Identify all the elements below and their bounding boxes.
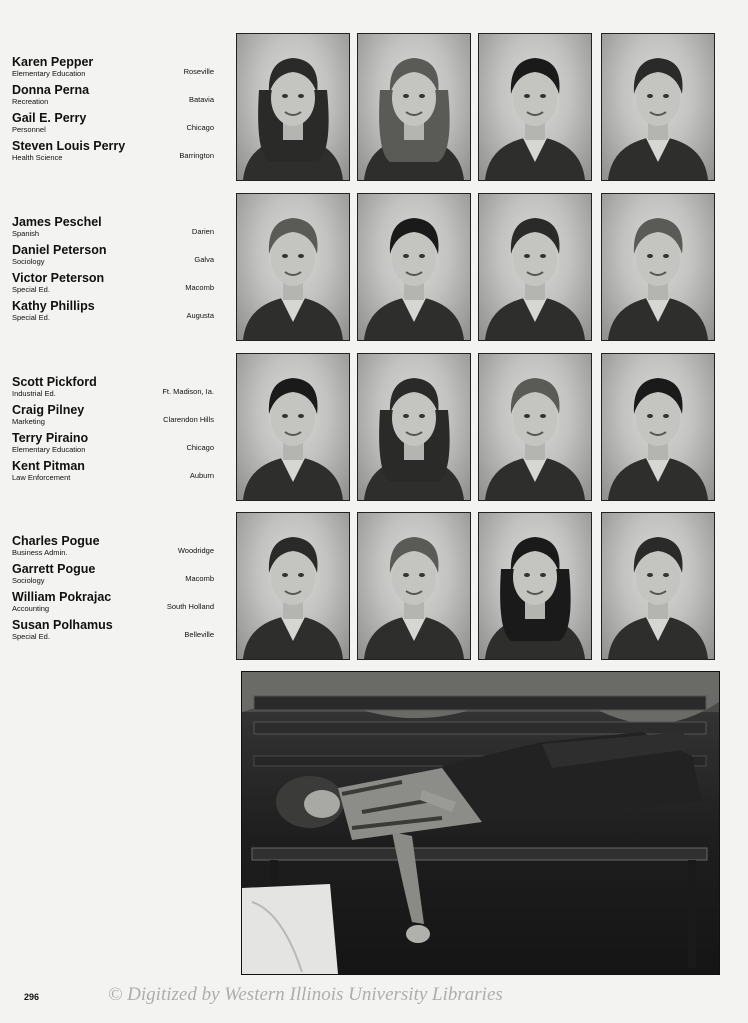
senior-entry bbox=[12, 111, 214, 136]
senior-entry bbox=[12, 215, 214, 240]
senior-major: Elementary Education bbox=[12, 69, 86, 78]
senior-portrait bbox=[236, 33, 350, 181]
senior-name: Susan Polhamus bbox=[12, 618, 113, 632]
senior-portrait bbox=[357, 33, 471, 181]
senior-name: James Peschel bbox=[12, 215, 102, 229]
senior-major: Sociology bbox=[12, 576, 45, 585]
page-number: 296 bbox=[24, 992, 40, 1002]
senior-portrait bbox=[236, 193, 350, 341]
senior-hometown: Macomb bbox=[185, 283, 214, 292]
senior-name: Kathy Phillips bbox=[12, 299, 95, 313]
senior-entry bbox=[12, 55, 214, 80]
senior-name: Daniel Peterson bbox=[12, 243, 107, 257]
senior-major: Special Ed. bbox=[12, 285, 50, 294]
senior-hometown: Augusta bbox=[186, 311, 214, 320]
senior-hometown: Belleville bbox=[184, 630, 214, 639]
senior-major: Special Ed. bbox=[12, 313, 50, 322]
senior-hometown: Ft. Madison, Ia. bbox=[162, 387, 214, 396]
senior-portrait bbox=[478, 33, 592, 181]
senior-entry bbox=[12, 403, 214, 428]
senior-hometown: Roseville bbox=[183, 67, 214, 76]
senior-name: Steven Louis Perry bbox=[12, 139, 126, 153]
senior-portrait bbox=[478, 193, 592, 341]
candid-photo-graphic bbox=[242, 672, 719, 974]
senior-entry bbox=[12, 139, 214, 164]
senior-hometown: South Holland bbox=[166, 602, 214, 611]
senior-entry bbox=[12, 431, 214, 456]
senior-hometown: Clarendon Hills bbox=[163, 415, 214, 424]
senior-hometown: Barrington bbox=[179, 151, 214, 160]
senior-entry bbox=[12, 271, 214, 296]
senior-major: Elementary Education bbox=[12, 445, 86, 454]
senior-hometown: Batavia bbox=[188, 95, 214, 104]
senior-major: Health Science bbox=[12, 153, 63, 162]
senior-portrait bbox=[357, 193, 471, 341]
senior-entry bbox=[12, 375, 214, 400]
senior-portrait bbox=[357, 512, 471, 660]
senior-portrait bbox=[236, 512, 350, 660]
senior-entry bbox=[12, 618, 214, 643]
senior-major: Recreation bbox=[12, 97, 49, 106]
senior-major: Sociology bbox=[12, 257, 45, 266]
senior-major: Accounting bbox=[12, 604, 50, 613]
senior-entry bbox=[12, 590, 214, 615]
senior-portrait bbox=[236, 353, 350, 501]
senior-name: Kent Pitman bbox=[12, 459, 85, 473]
senior-name: Garrett Pogue bbox=[12, 562, 96, 576]
senior-portrait bbox=[478, 512, 592, 660]
senior-entry bbox=[12, 243, 214, 268]
senior-name: Craig Pilney bbox=[12, 403, 85, 417]
senior-entry bbox=[12, 562, 214, 587]
senior-name: Charles Pogue bbox=[12, 534, 100, 548]
senior-hometown: Auburn bbox=[189, 471, 214, 480]
digitization-watermark: © Digitized by Western Illinois University Libraries bbox=[108, 984, 503, 1005]
senior-major: Personnel bbox=[12, 125, 46, 134]
senior-hometown: Darien bbox=[191, 227, 214, 236]
senior-portrait bbox=[601, 33, 715, 181]
senior-hometown: Woodridge bbox=[177, 546, 214, 555]
senior-portrait bbox=[601, 512, 715, 660]
senior-portrait bbox=[478, 353, 592, 501]
senior-name: Karen Pepper bbox=[12, 55, 94, 69]
senior-hometown: Chicago bbox=[186, 123, 214, 132]
senior-portrait bbox=[357, 353, 471, 501]
candid-photo bbox=[241, 671, 720, 975]
senior-entry bbox=[12, 459, 214, 484]
senior-hometown: Chicago bbox=[186, 443, 214, 452]
senior-major: Spanish bbox=[12, 229, 40, 238]
senior-entry bbox=[12, 83, 214, 108]
senior-hometown: Galva bbox=[194, 255, 214, 264]
senior-name: Terry Piraino bbox=[12, 431, 89, 445]
senior-portrait bbox=[601, 193, 715, 341]
senior-portrait bbox=[601, 353, 715, 501]
senior-major: Industrial Ed. bbox=[12, 389, 56, 398]
senior-name: Donna Perna bbox=[12, 83, 90, 97]
senior-major: Law Enforcement bbox=[12, 473, 71, 482]
senior-major: Business Admin. bbox=[12, 548, 68, 557]
senior-name: William Pokrajac bbox=[12, 590, 112, 604]
senior-name: Scott Pickford bbox=[12, 375, 97, 389]
senior-name: Gail E. Perry bbox=[12, 111, 87, 125]
senior-entry bbox=[12, 534, 214, 559]
senior-entry bbox=[12, 299, 214, 324]
senior-major: Marketing bbox=[12, 417, 45, 426]
senior-name: Victor Peterson bbox=[12, 271, 105, 285]
senior-major: Special Ed. bbox=[12, 632, 50, 641]
senior-hometown: Macomb bbox=[185, 574, 214, 583]
